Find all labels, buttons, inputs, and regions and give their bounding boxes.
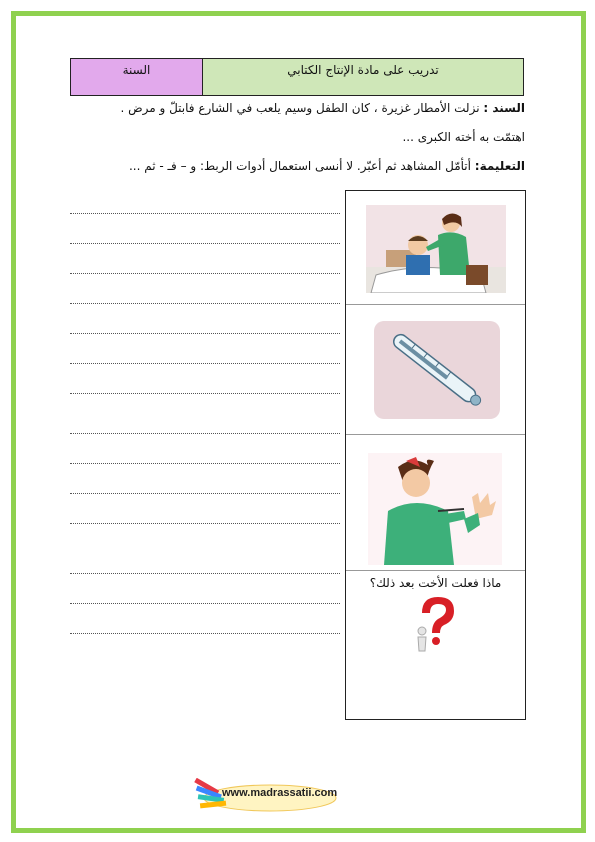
question-mark-icon (408, 593, 466, 655)
year-cell: السنة (71, 59, 203, 95)
writing-line (70, 493, 340, 494)
writing-line (70, 273, 340, 274)
support-label: السند : (483, 101, 525, 115)
panel-divider (346, 304, 525, 305)
support-text-line (120, 101, 525, 115)
thermometer-illustration (374, 321, 500, 419)
illustration-panel (345, 190, 526, 720)
header-table (70, 58, 524, 96)
writing-line (70, 393, 340, 394)
writing-line (70, 573, 340, 574)
site-logo (192, 778, 338, 814)
sister-caring-boy-illustration (366, 205, 506, 293)
writing-line (70, 433, 340, 434)
what-next-question: ماذا فعلت الأخت بعد ذلك؟ (369, 576, 502, 590)
support-body: نزلت الأمطار غزيرة ، كان الطفل وسيم يلعب في الشارع فابتلّ و مرض . (120, 101, 484, 115)
instruction-label: التعليمة: (474, 159, 525, 173)
support-text-line-2: اهتمّت به أخته الكبرى ... (402, 130, 525, 144)
instruction-line (129, 159, 525, 173)
writing-line (70, 603, 340, 604)
sister-reading-thermometer-illustration (368, 453, 502, 565)
writing-line (70, 213, 340, 214)
writing-line (70, 303, 340, 304)
instruction-body: أتأمّل المشاهد ثم أعبّر. لا أنسى استعمال أدوات الربط: و – فـ - ثم ... (128, 159, 475, 173)
panel-divider (346, 434, 525, 435)
panel-divider (346, 570, 525, 571)
writing-line (70, 463, 340, 464)
title-cell: تدريب على مادة الإنتاج الكتابي (203, 59, 523, 95)
writing-line (70, 243, 340, 244)
writing-line (70, 523, 340, 524)
writing-line (70, 363, 340, 364)
writing-line (70, 633, 340, 634)
writing-line (70, 333, 340, 334)
website-text: www.madrassatii.com (222, 787, 338, 799)
